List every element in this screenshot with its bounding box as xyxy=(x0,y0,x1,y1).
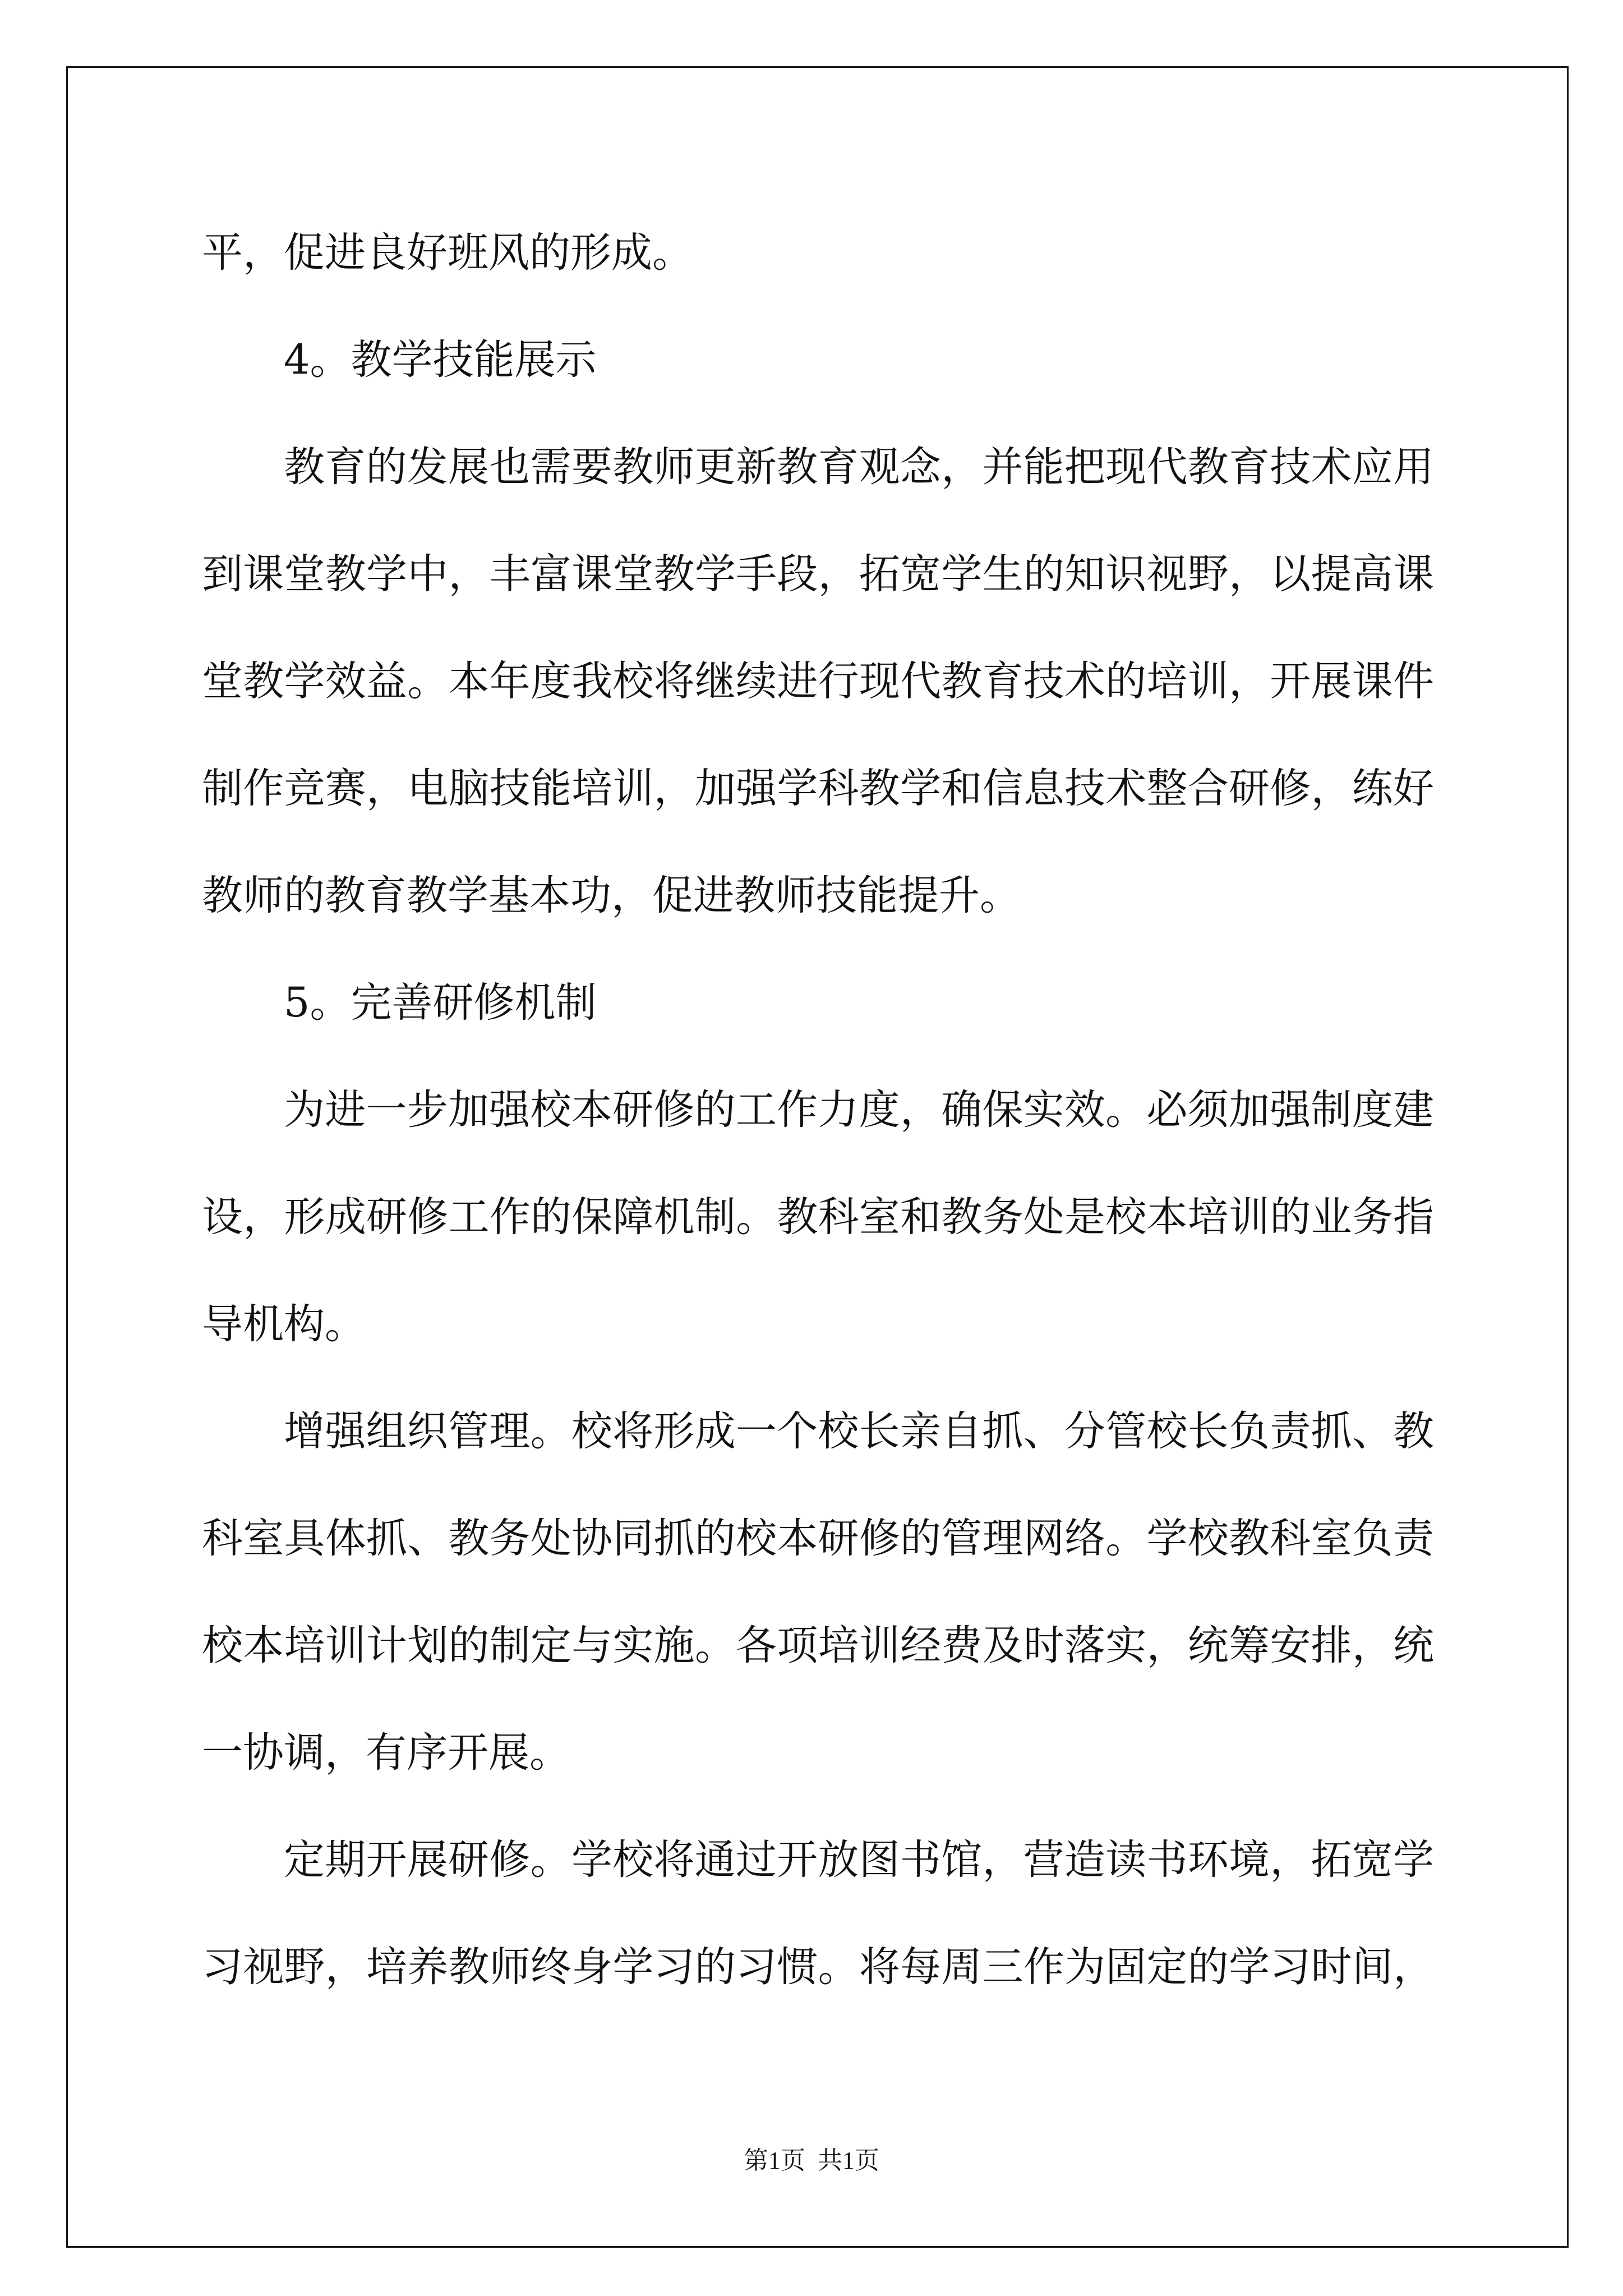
text-line: 到课堂教学中，丰富课堂教学手段，拓宽学生的知识视野，以提高课 xyxy=(202,550,1434,598)
text-line: 增强组织管理。校将形成一个校长亲自抓、分管校长负责抓、教 xyxy=(284,1407,1434,1455)
section-heading xyxy=(202,306,1434,413)
paragraph xyxy=(202,1806,1434,2021)
text-line: 设，形成研修工作的保障机制。教科室和教务处是校本培训的业务指 xyxy=(202,1193,1434,1241)
text-line: 导机构。 xyxy=(202,1300,366,1348)
section-heading-text: 5。完善研修机制 xyxy=(284,979,597,1027)
text-line: 习视野，培养教师终身学习的习惯。将每周三作为固定的学习时间， xyxy=(202,1943,1434,1991)
paragraph xyxy=(202,1378,1434,1806)
document-body xyxy=(202,199,1434,2021)
text-line: 教育的发展也需要教师更新教育观念，并能把现代教育技术应用 xyxy=(284,443,1434,491)
paragraph xyxy=(202,413,1434,949)
section-heading-text: 4。教学技能展示 xyxy=(284,336,597,384)
text-line: 制作竞赛，电脑技能培训，加强学科教学和信息技术整合研修，练好 xyxy=(202,765,1434,812)
text-line: 科室具体抓、教务处协同抓的校本研修的管理网络。学校教科室负责 xyxy=(202,1515,1434,1562)
paragraph-continuation xyxy=(202,199,1434,306)
text-line: 一协调，有序开展。 xyxy=(202,1729,570,1777)
text-line: 为进一步加强校本研修的工作力度，确保实效。必须加强制度建 xyxy=(284,1086,1434,1134)
text-line: 堂教学效益。本年度我校将继续进行现代教育技术的培训，开展课件 xyxy=(202,657,1434,705)
text-line: 校本培训计划的制定与实施。各项培训经费及时落实，统筹安排，统 xyxy=(202,1622,1434,1669)
text-line: 教师的教育教学基本功，促进教师技能提升。 xyxy=(202,872,1021,919)
text-line: 平，促进良好班风的形成。 xyxy=(202,229,693,277)
section-heading xyxy=(202,949,1434,1056)
page-footer: 第1页 共1页 xyxy=(744,2147,879,2174)
paragraph xyxy=(202,1056,1434,1378)
text-line: 定期开展研修。学校将通过开放图书馆，营造读书环境，拓宽学 xyxy=(284,1836,1434,1884)
